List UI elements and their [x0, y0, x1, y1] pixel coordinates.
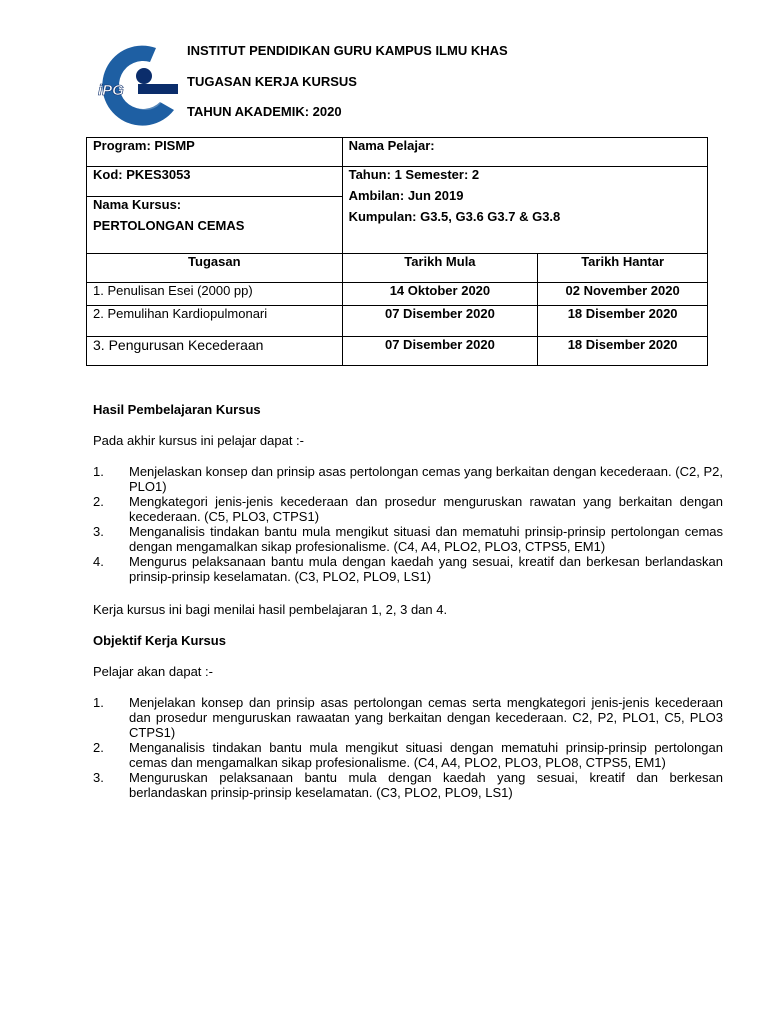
- task-start: 14 Oktober 2020: [342, 283, 538, 306]
- list-item: 4. Mengurus pelaksanaan bantu mula dengan kaedah yang sesuai, kreatif dan berkesan berlandaskan prinsip-prinsip keselamatan. (C3, PLO2, PLO9, LS1): [93, 554, 723, 584]
- list-item: 3. Menganalisis tindakan bantu mula mengikut situasi dan mematuhi prinsip-prinsip pertolongan cemas dengan mengamalkan sikap profesionalisme. (C4, A4, PLO2, PLO3, CTPS5, EM1): [93, 524, 723, 554]
- document-title: TUGASAN KERJA KURSUS: [187, 74, 357, 89]
- year-semester-cell: [342, 167, 707, 254]
- objectives-list: [93, 695, 723, 800]
- groups: Kumpulan: G3.5, G3.6 G3.7 & G3.8: [348, 209, 561, 224]
- objectives-heading: Objektif Kerja Kursus: [93, 633, 226, 648]
- header-tarikh-mula: Tarikh Mula: [342, 254, 538, 283]
- course-name-cell: [87, 197, 343, 254]
- course-code-cell: Kod: PKES3053: [87, 167, 343, 197]
- task-start: 07 Disember 2020: [342, 306, 538, 337]
- course-name-label: Nama Kursus:: [93, 197, 182, 212]
- task-name: 2. Pemulihan Kardiopulmonari: [87, 306, 343, 337]
- task-due: 18 Disember 2020: [538, 306, 708, 337]
- course-name: PERTOLONGAN CEMAS: [93, 218, 245, 233]
- academic-year: TAHUN AKADEMIK: 2020: [187, 104, 342, 119]
- student-name-cell: Nama Pelajar:: [342, 138, 707, 167]
- ipg-logo: [94, 40, 182, 136]
- task-due: 02 November 2020: [538, 283, 708, 306]
- task-due: 18 Disember 2020: [538, 337, 708, 366]
- intake: Ambilan: Jun 2019: [348, 188, 464, 203]
- objectives-intro: Pelajar akan dapat :-: [93, 664, 213, 679]
- task-name: 1. Penulisan Esei (2000 pp): [87, 283, 343, 306]
- task-row: [87, 283, 708, 306]
- svg-text:iPG: iPG: [98, 82, 124, 99]
- year-semester: Tahun: 1 Semester: 2: [348, 167, 480, 182]
- outcomes-intro: Pada akhir kursus ini pelajar dapat :-: [93, 433, 305, 448]
- outcomes-heading: Hasil Pembelajaran Kursus: [93, 402, 261, 417]
- task-name: 3. Pengurusan Kecederaan: [87, 337, 343, 366]
- list-item: 3. Menguruskan pelaksanaan bantu mula dengan kaedah yang sesuai, kreatif dan berkesan berlandaskan prinsip-prinsip keselamatan. (C3, PLO2, PLO9, LS1): [93, 770, 723, 800]
- header-tarikh-hantar: Tarikh Hantar: [538, 254, 708, 283]
- header-tugasan: Tugasan: [87, 254, 343, 283]
- program-cell: Program: PISMP: [87, 138, 343, 167]
- task-row: [87, 337, 708, 366]
- list-item: 2. Mengkategori jenis-jenis kecederaan dan prosedur menguruskan rawatan yang berkaitan dengan kecederaan. (C5, PLO3, CTPS1): [93, 494, 723, 524]
- task-row: [87, 306, 708, 337]
- outcomes-list: [93, 464, 723, 584]
- list-item: 1. Menjelaskan konsep dan prinsip asas pertolongan cemas yang berkaitan dengan kecederaan. (C2, P2, PLO1): [93, 464, 723, 494]
- list-item: 2. Menganalisis tindakan bantu mula mengikut situasi dengan mematuhi prinsip-prinsip pertolongan cemas dan mengamalkan sikap profesionalisme. (C4, A4, PLO2, PLO3, PLO8, CTPS5, EM1): [93, 740, 723, 770]
- task-start: 07 Disember 2020: [342, 337, 538, 366]
- course-info-table: [86, 137, 708, 366]
- outcomes-note: Kerja kursus ini bagi menilai hasil pembelajaran 1, 2, 3 dan 4.: [93, 602, 448, 617]
- list-item: 1. Menjelakan konsep dan prinsip asas pertolongan cemas serta mengkategori jenis-jenis kecederaan dan prosedur menguruskan rawaatan yang berkaitan dengan kecederaan. C2, P2, PLO1, C5, PLO3 CTPS1): [93, 695, 723, 740]
- institute-name: INSTITUT PENDIDIKAN GURU KAMPUS ILMU KHAS: [187, 43, 508, 58]
